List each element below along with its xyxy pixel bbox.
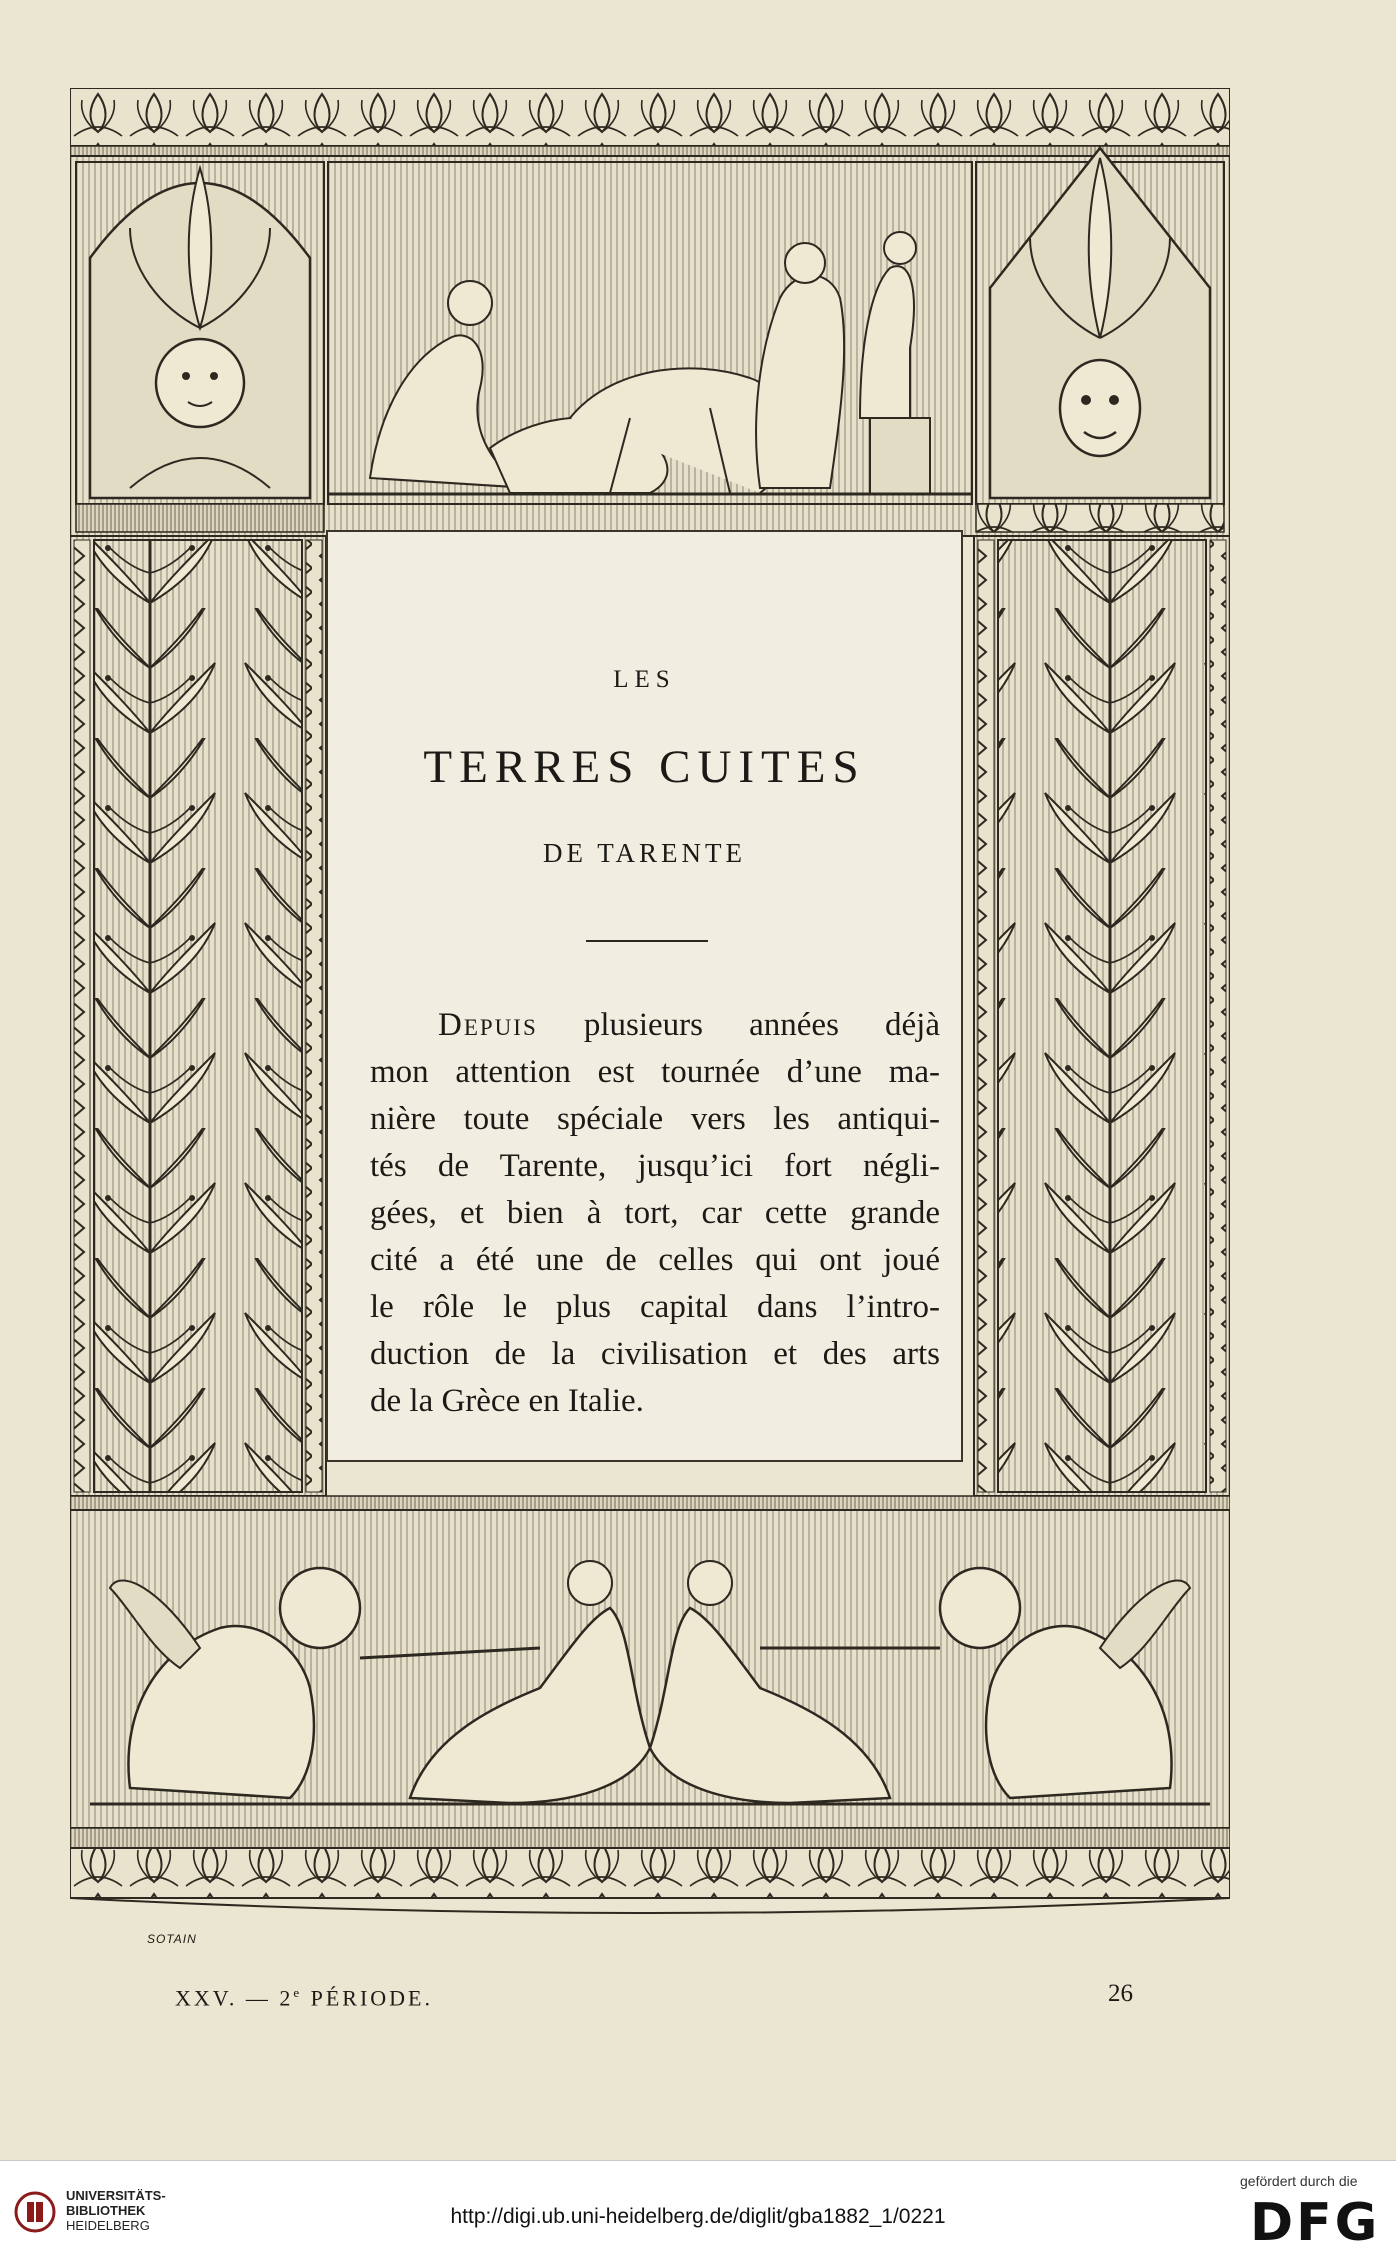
paragraph-line: tés de Tarente, jusqu’ici fort négli- (370, 1148, 940, 1184)
page-number: 26 (1108, 1980, 1133, 2007)
paragraph-line: duction de la civilisation et des arts (370, 1336, 940, 1372)
library-bar (0, 2160, 1396, 2262)
footer-volume: XXV. — 2 (175, 1985, 294, 2011)
paragraph-line (370, 1002, 940, 1049)
footer-period: PÉRIODE. (302, 1985, 433, 2011)
title-panel (326, 530, 963, 1462)
footer-volume-sup: e (293, 1985, 303, 2000)
paragraph-line: nière toute spéciale vers les antiqui- (370, 1101, 940, 1137)
paragraph-line: cité a été une de celles qui ont joué (370, 1242, 940, 1278)
funded-by-label: gefördert durch die (1240, 2173, 1358, 2189)
dfg-logo: DFG (1250, 2193, 1381, 2253)
opening-paragraph (370, 1002, 940, 1425)
paragraph-line: mon attention est tournée d’une ma- (370, 1054, 940, 1090)
engraver-signature: SOTAIN (147, 1932, 197, 1946)
title-subtitle: DE TARENTE (542, 838, 747, 868)
paragraph-line: de la Grèce en Italie. (370, 1383, 644, 1419)
library-line-3: HEIDELBERG (66, 2218, 150, 2233)
library-line-1: UNIVERSITÄTS- (66, 2188, 166, 2203)
running-footer (175, 1985, 433, 2011)
library-line-2: BIBLIOTHEK (66, 2203, 146, 2218)
page-title: TERRES CUITES (423, 741, 866, 793)
paragraph-line: le rôle le plus capital dans l’intro- (370, 1289, 940, 1325)
title-rule (586, 940, 708, 942)
paragraph-line-text: plusieurs années déjà (537, 1007, 940, 1043)
first-word: Depuis (438, 1007, 538, 1043)
title-small: LES (613, 666, 676, 693)
paragraph-line: gées, et bien à tort, car cette grande (370, 1195, 940, 1231)
permalink-url[interactable]: http://digi.ub.uni-heidelberg.de/diglit/gba1882_1/0221 (450, 2205, 946, 2228)
